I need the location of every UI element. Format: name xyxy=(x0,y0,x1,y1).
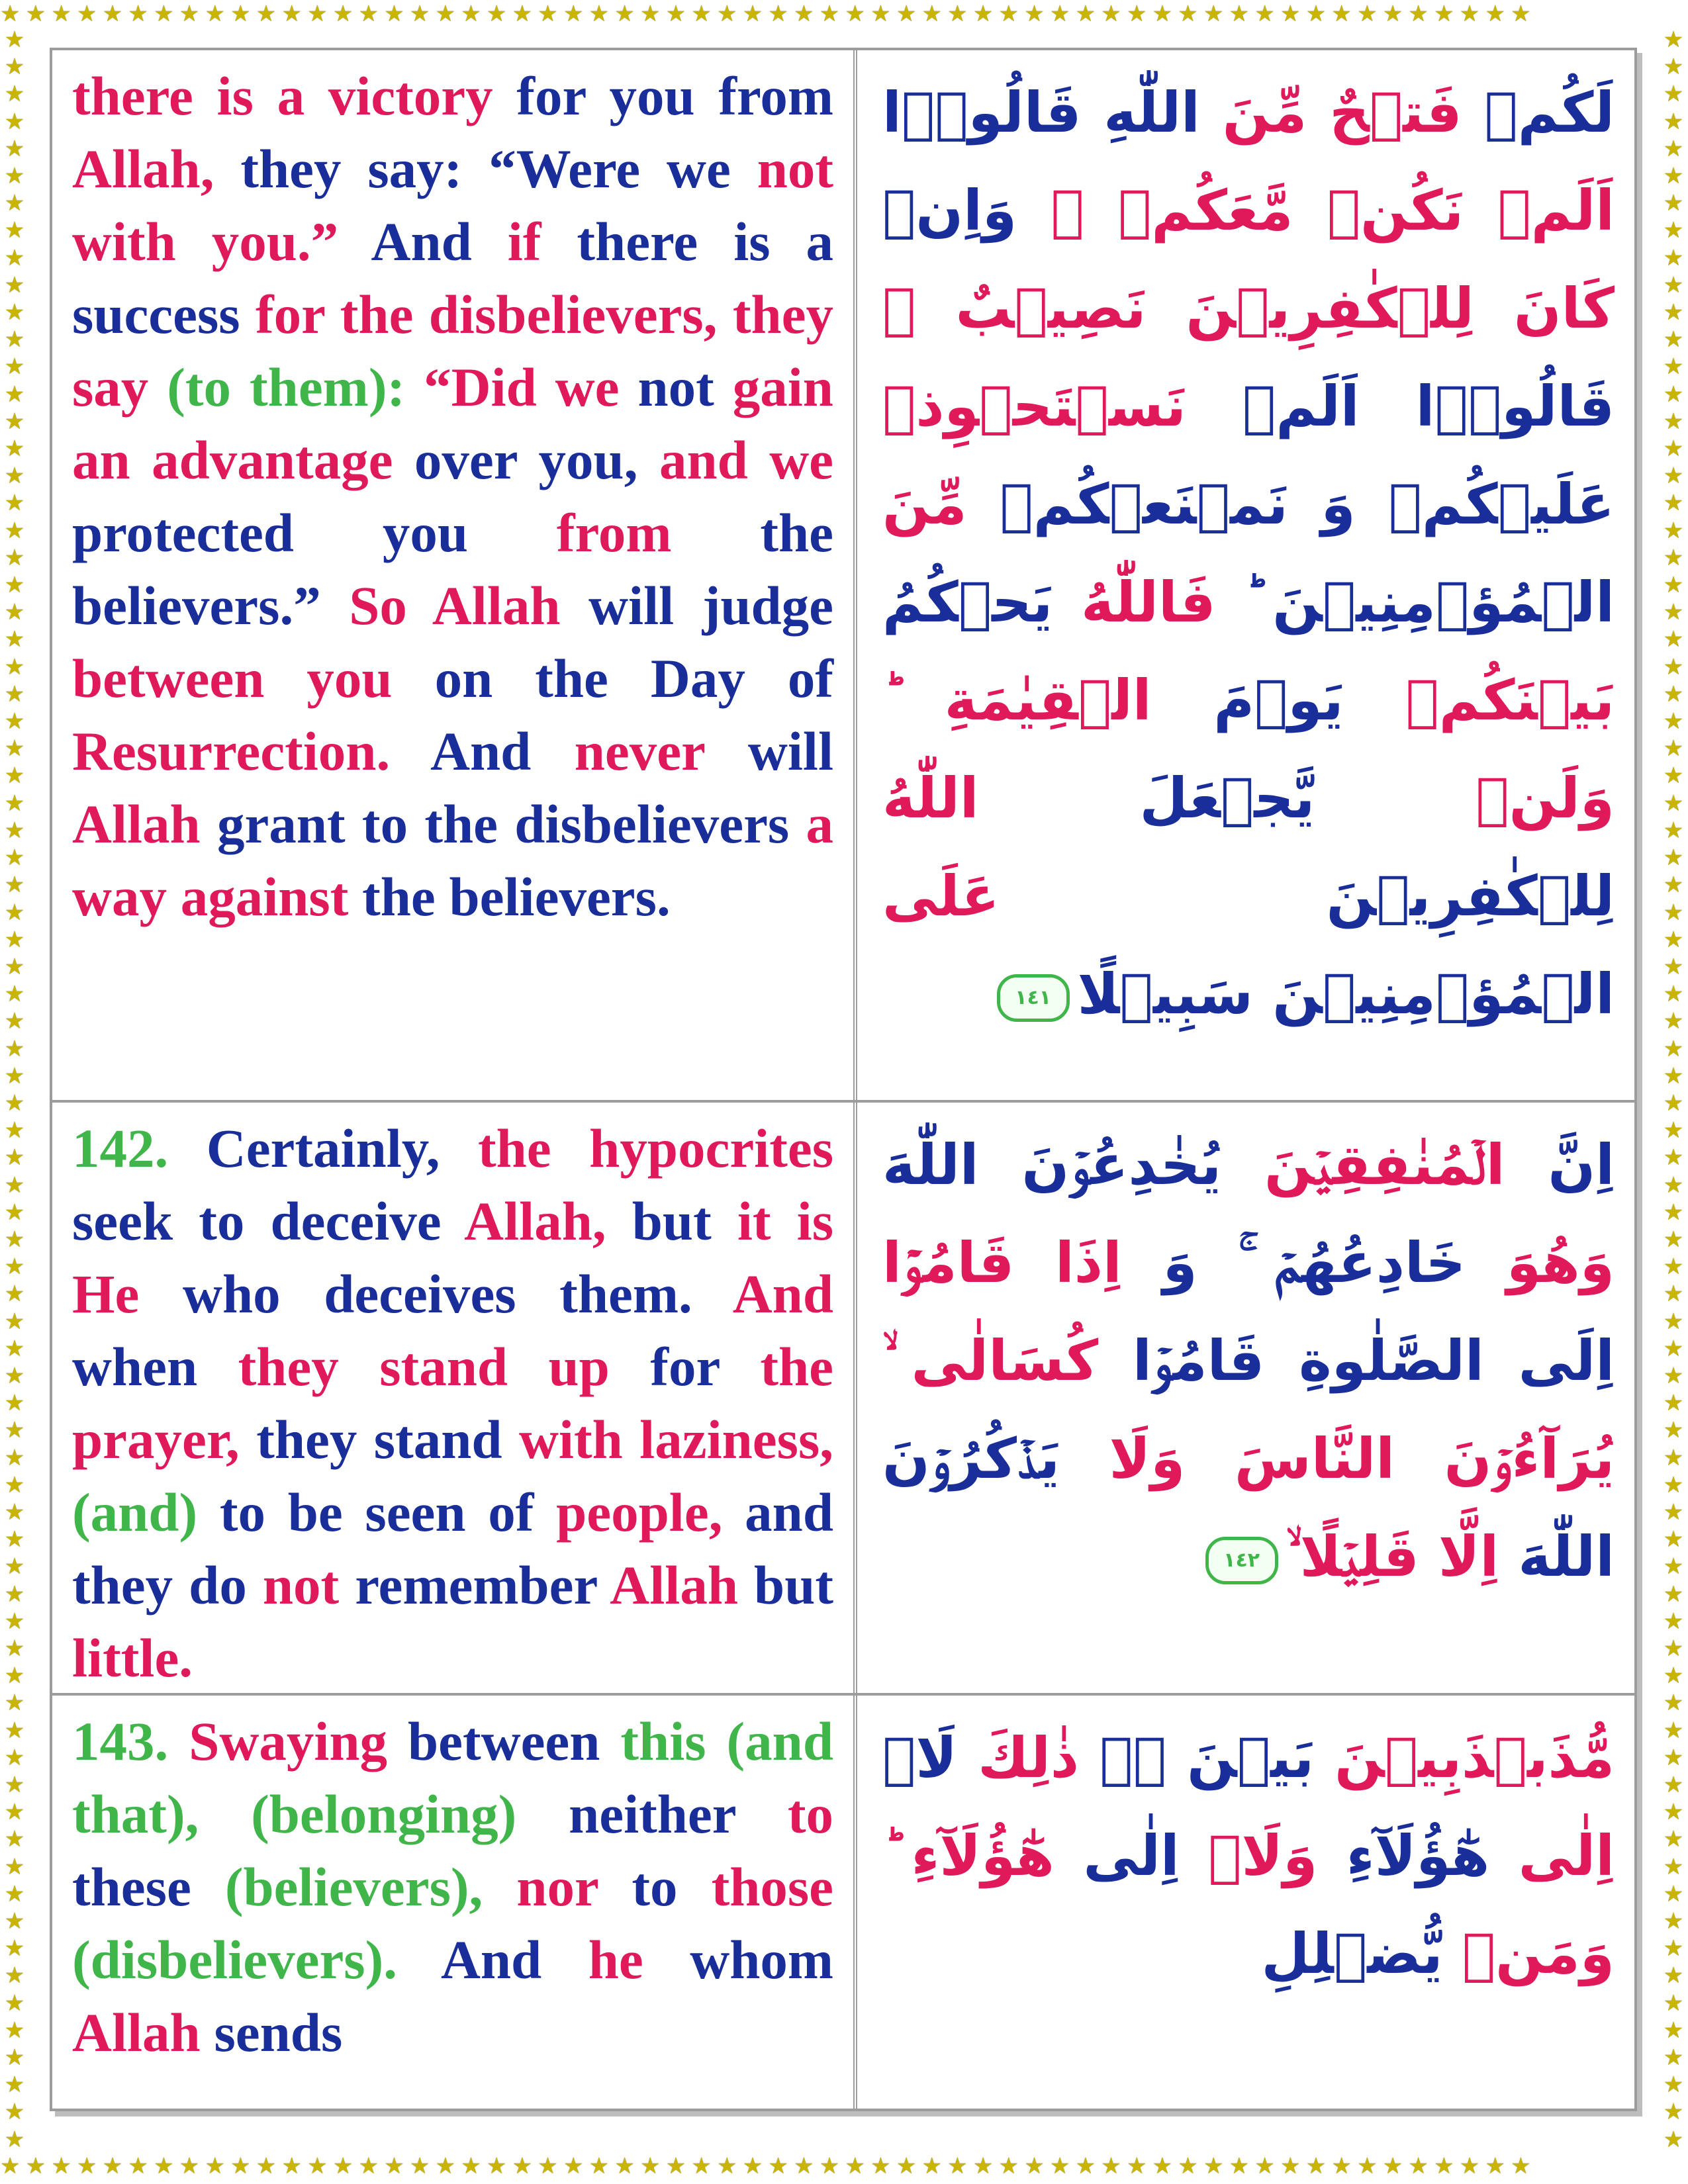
arabic-word: اِنَّ xyxy=(1505,1132,1615,1197)
english-segment: seek to deceive xyxy=(72,1191,465,1251)
english-segment: to xyxy=(787,1784,833,1844)
english-segment: for xyxy=(609,1336,761,1397)
arabic-word: وَلَنۡ xyxy=(1315,766,1615,831)
english-segment: this (and that), (belonging) xyxy=(72,1711,833,1844)
arabic-word: كَانَ xyxy=(1474,276,1615,341)
arabic-word: اَلَمۡ xyxy=(1186,374,1360,439)
arabic-word: فَتۡحٌ xyxy=(1307,80,1462,145)
english-segment: And xyxy=(390,721,575,782)
english-segment: between you xyxy=(72,648,393,709)
arabic-word: مَّعَكُمۡ ۖ xyxy=(1017,178,1293,243)
english-translation-142 xyxy=(52,1103,857,1693)
arabic-word: يَذۡكُرُوۡنَ xyxy=(882,1426,1060,1491)
english-segment: protected you xyxy=(72,502,557,563)
arabic-word: يَوۡمَ xyxy=(1151,668,1344,733)
arabic-word: اللّٰهَ xyxy=(882,1132,979,1197)
english-segment: will xyxy=(704,721,834,782)
star-border-left: ★★★★★★★★★★★★★★★★★★★★★★★★★★★★★★★★★★★★★★★★★★★★★★★★★★★★★★★★★★★★★★★★★★★★★★★★★★★★★★ xyxy=(4,26,25,2153)
english-segment: from xyxy=(556,502,672,563)
arabic-word: هٰٓؤُلَآءِ xyxy=(1317,1823,1490,1888)
arabic-text-141 xyxy=(863,50,1634,1100)
english-segment: the believers. xyxy=(348,866,671,927)
english-segment: will judge xyxy=(560,575,833,636)
english-segment: never xyxy=(574,721,705,782)
english-segment: not with you.” xyxy=(72,138,833,272)
english-segment: 142. xyxy=(72,1118,169,1179)
english-segment: they stand up xyxy=(238,1336,610,1397)
english-segment: And xyxy=(732,1263,833,1324)
star-border-right: ★★★★★★★★★★★★★★★★★★★★★★★★★★★★★★★★★★★★★★★★★★★★★★★★★★★★★★★★★★★★★★★★★★★★★★★★★★★★★★ xyxy=(1663,26,1684,2153)
english-segment: Resurrection. xyxy=(72,721,391,782)
english-segment: And xyxy=(397,1929,588,1990)
arabic-word: عَلَى xyxy=(882,864,1000,929)
english-segment: but xyxy=(738,1555,833,1615)
arabic-word: لَكُمۡ xyxy=(1462,80,1615,145)
star-border-bottom: ★★★★★★★★★★★★★★★★★★★★★★★★★★★★★★★★★★★★★★★★★★★★★★★★★★★★★★★★★★★★ xyxy=(0,2155,1536,2179)
english-segment: Allah xyxy=(72,2002,201,2063)
english-segment: grant to the disbelievers xyxy=(200,794,806,854)
arabic-word: بَيۡنَكُمۡ xyxy=(1343,668,1615,733)
arabic-word: النَّاسَ xyxy=(1185,1426,1395,1491)
verse-row-142 xyxy=(52,1103,1634,1696)
english-segment: they stand xyxy=(239,1409,519,1470)
english-segment: So Allah xyxy=(349,575,561,636)
english-segment: not xyxy=(637,357,733,418)
english-segment: the prayer, xyxy=(72,1336,833,1470)
arabic-text-143 xyxy=(863,1696,1634,2109)
arabic-word: اَلَمۡ xyxy=(1464,178,1615,243)
arabic-word: الۡمُنٰفِقِيۡنَ xyxy=(1221,1132,1505,1197)
arabic-word: سَبِيۡلًا xyxy=(1077,962,1254,1026)
english-segment: (and) xyxy=(72,1482,198,1543)
verse-row-141 xyxy=(52,50,1634,1103)
english-segment: people, xyxy=(556,1482,723,1543)
english-segment: and they do xyxy=(72,1482,833,1615)
english-segment: (disbelievers). xyxy=(72,1929,397,1990)
arabic-word: عَلَيۡكُمۡ xyxy=(1355,472,1615,537)
english-segment: Allah xyxy=(610,1555,739,1615)
english-segment: (to them): xyxy=(167,357,406,418)
english-segment: between xyxy=(387,1711,621,1772)
arabic-word: وَلَاۤ xyxy=(1179,1823,1318,1888)
arabic-word: وَ xyxy=(1121,1230,1197,1295)
english-translation-143 xyxy=(52,1696,857,2109)
arabic-word: الۡقِيٰمَةِ ؕ xyxy=(882,668,1152,733)
english-segment: Allah, xyxy=(464,1191,606,1251)
arabic-word: اللّٰهُ xyxy=(882,766,979,831)
english-segment: there is a success xyxy=(72,211,833,345)
arabic-word: مُّذَبۡذَبِيۡنَ xyxy=(1314,1725,1615,1790)
arabic-word: قَامُوۡۤا xyxy=(882,1230,1015,1295)
arabic-word: يَّجۡعَلَ xyxy=(978,766,1315,831)
verse-row-143 xyxy=(52,1696,1634,2109)
arabic-word: قَامُوۡا xyxy=(1098,1328,1265,1393)
arabic-word: لَاۤ xyxy=(882,1725,957,1790)
arabic-word: الۡمُؤۡمِنِيۡنَ ؕ xyxy=(1215,570,1615,635)
english-segment: (believers), xyxy=(224,1856,483,1917)
translation-table xyxy=(50,48,1637,2111)
english-segment: not xyxy=(262,1555,340,1615)
arabic-word: نَسۡتَحۡوِذۡ xyxy=(882,374,1186,439)
arabic-word: لِلۡكٰفِرِيۡنَ xyxy=(999,864,1615,929)
arabic-word: مِّنَ xyxy=(882,472,967,537)
arabic-word: فَاللّٰهُ xyxy=(1053,570,1216,635)
english-segment: if xyxy=(507,211,541,272)
english-segment: And xyxy=(338,211,508,272)
english-segment: Allah, xyxy=(72,138,214,199)
arabic-word: وَ xyxy=(1288,472,1356,537)
english-segment: there is a victory xyxy=(72,66,517,126)
arabic-word: الۡمُؤۡمِنِيۡنَ xyxy=(1253,962,1615,1026)
arabic-word: اِذَا xyxy=(1014,1230,1122,1295)
arabic-word: يُخٰدِعُوۡنَ xyxy=(978,1132,1222,1197)
english-segment: sends xyxy=(200,2002,343,2063)
english-segment: on the Day of xyxy=(392,648,833,709)
english-segment: the hypocrites xyxy=(478,1118,833,1179)
arabic-word: اِلٰى xyxy=(1489,1823,1615,1888)
arabic-word: قَالُوۡۤا xyxy=(1359,374,1615,439)
english-translation-141 xyxy=(52,50,857,1100)
arabic-word: اللّٰهَ xyxy=(1499,1524,1615,1589)
english-segment: they say xyxy=(72,284,833,418)
english-segment: it is He xyxy=(72,1191,834,1324)
english-segment: with laziness, xyxy=(518,1409,833,1470)
arabic-word: يُّضۡلِلِ xyxy=(1261,1921,1443,1986)
arabic-word: اِلَّا xyxy=(1419,1524,1499,1589)
english-segment: he xyxy=(588,1929,643,1990)
english-segment: Swaying xyxy=(168,1711,388,1772)
english-segment: for the disbelievers, xyxy=(255,284,718,345)
arabic-word: مِّنَ xyxy=(1199,80,1307,145)
english-segment: little. xyxy=(72,1627,193,1688)
arabic-word: لِلۡكٰفِرِيۡنَ xyxy=(1146,276,1474,341)
arabic-word: هٰٓؤُلَآءِ ؕ xyxy=(882,1823,1055,1888)
english-segment: these xyxy=(72,1856,225,1917)
english-segment: they say: “Were we xyxy=(214,138,757,199)
ayah-end-marker-icon: ١٤٢ xyxy=(1205,1537,1278,1584)
english-segment: gain an advantage xyxy=(72,357,833,490)
english-segment: for you from xyxy=(516,66,833,126)
english-segment: and we xyxy=(659,430,834,490)
arabic-word: قَلِيۡلًا ۙ xyxy=(1286,1524,1419,1589)
english-segment: Certainly, xyxy=(168,1118,478,1179)
english-segment: “Did we xyxy=(405,357,638,418)
arabic-word: يُرَآءُوۡنَ xyxy=(1395,1426,1615,1491)
arabic-word: وَمَنۡ xyxy=(1442,1921,1615,1986)
arabic-word: وَاِنۡ xyxy=(882,178,1017,243)
arabic-word: نَمۡنَعۡكُمۡ xyxy=(966,472,1288,537)
arabic-word: وَهُوَ xyxy=(1466,1230,1615,1295)
arabic-text-142 xyxy=(863,1103,1634,1693)
english-segment: to xyxy=(598,1856,712,1917)
english-segment: whom xyxy=(643,1929,833,1990)
english-segment: over you, xyxy=(393,430,659,490)
ayah-end-marker-icon: ١٤١ xyxy=(997,974,1070,1022)
english-segment: Allah xyxy=(72,794,201,854)
arabic-word: يَحۡكُمُ xyxy=(882,570,1053,635)
arabic-word: اِلَى xyxy=(1483,1328,1615,1393)
arabic-word: نَصِيۡبٌ ۙ xyxy=(882,276,1147,341)
english-segment: nor xyxy=(483,1856,598,1917)
english-segment: but xyxy=(606,1191,737,1251)
english-segment: remember xyxy=(339,1555,610,1615)
arabic-word: اِلٰى xyxy=(1054,1823,1180,1888)
english-segment: who deceives them. xyxy=(139,1263,733,1324)
english-segment: a way against xyxy=(72,794,833,927)
english-segment: those xyxy=(711,1856,834,1917)
english-segment: the believers.” xyxy=(72,502,833,636)
arabic-word: كُسَالٰى ۙ xyxy=(882,1328,1099,1393)
arabic-word: خَادِعُهُمۡ ۚ xyxy=(1197,1230,1466,1295)
arabic-word: قَالُوۡۤا xyxy=(882,80,1082,145)
arabic-word: بَيۡنَ ۖۗ xyxy=(1079,1725,1315,1790)
english-segment: to be seen of xyxy=(197,1482,557,1543)
arabic-word: ذٰلِكَ xyxy=(957,1725,1080,1790)
arabic-word: اللّٰهِ xyxy=(1081,80,1200,145)
arabic-word: نَكُنۡ xyxy=(1293,178,1464,243)
arabic-word: وَلَا xyxy=(1059,1426,1186,1491)
arabic-word: الصَّلٰوةِ xyxy=(1264,1328,1484,1393)
english-segment: neither xyxy=(516,1784,788,1844)
english-segment: 143. xyxy=(72,1711,169,1772)
star-border-top: ★★★★★★★★★★★★★★★★★★★★★★★★★★★★★★★★★★★★★★★★★★★★★★★★★★★★★★★★★★★★ xyxy=(0,3,1536,27)
english-segment: when xyxy=(72,1336,238,1397)
